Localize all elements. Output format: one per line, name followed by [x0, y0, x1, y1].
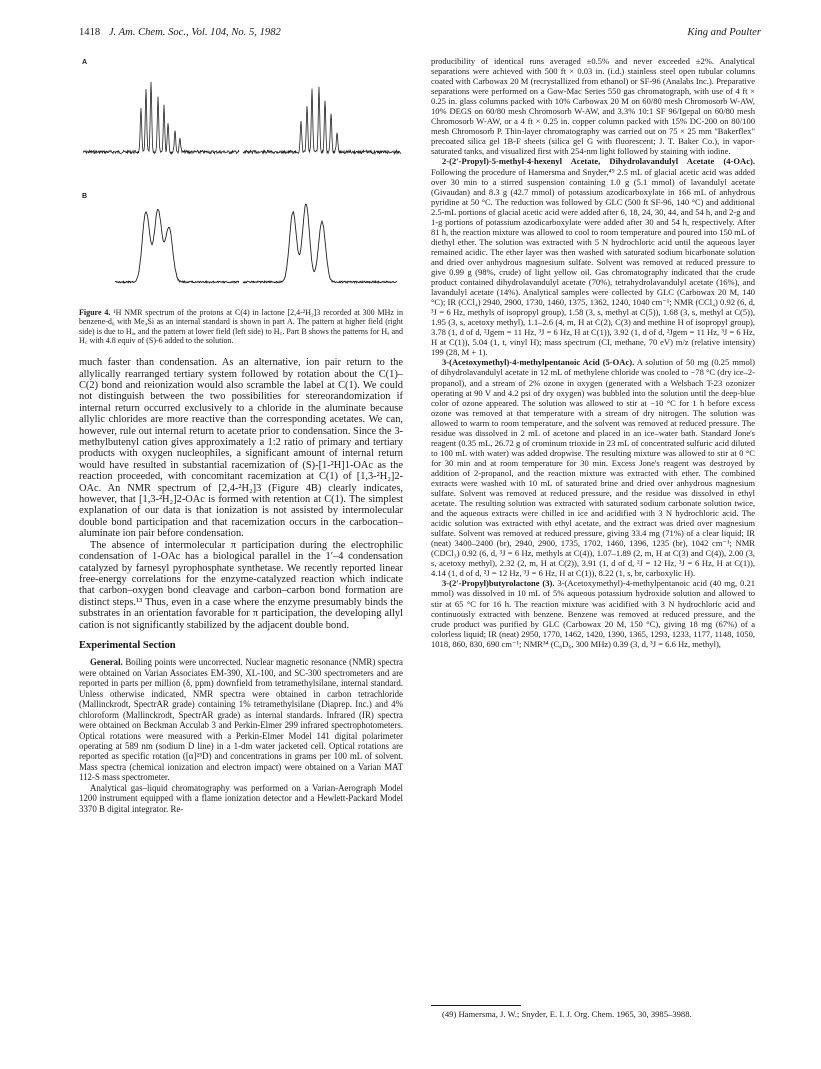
paragraph-reproducibility: producibility of identical runs averaged ±0.5% and never exceeded ±2%. Analytical separations were achieved with 500 ft × 0.03 in. (i.d.) stainless steel open tubular columns coated with Carbowax 20 M (recrystallized from ethanol) or SF-96 (Analabs Inc.). Preparative separations were performed on a Gow-Mac Series 550 gas chromatograph, with use of 4 ft × 0.25 in. glass columns packed with 10% Carbowax 20 M on 60/80 mesh Chromosorb W-AW, 10% DEGS on 60/80 mesh Chromosorb W-AW, and 3.3% 10:1 SF 96/Igepal on 60/80 mesh Chromosorb W-AW, or a 4 ft × 0.25 in. copper column packed with 15% DC-200 on 80/100 mesh Chromosorb P. Thin-layer chromatography was carried out on 75 × 25 mm "Bakerflex" precoated silica gel 1B-F sheets (silica gel G with fluorescent; J. T. Baker Co.), in vapor-saturated tanks, and visualized first with 254-nm light followed by staining with iodine.: [431, 56, 755, 157]
figure-caption-text: ¹H NMR spectrum of the protons at C(4) in lactone [2,4-²H₂]3 recorded at 300 MHz in benzene-d₆ with Me₄Si as an internal standard is shown in part A. The pattern at higher field (right side) is due to Hₐ, and the pattern at lower field (left side) to H꜀. Part B shows the patterns for Hₐ and H꜀ with 4.8 equiv of (S)-6 added to the solution.: [79, 308, 404, 345]
general-runin-heading: General.: [90, 657, 123, 668]
header-left: [79, 27, 281, 38]
footnote-49: (49) Hamersma, J. W.; Snyder, E. I. J. Org. Chem. 1965, 30, 3985–3988.: [442, 1009, 692, 1019]
spectrum-a-right-pattern: [243, 87, 401, 154]
running-header: [79, 27, 761, 43]
spectrum-b-left-pattern: [115, 210, 239, 283]
journal-citation: J. Am. Chem. Soc., Vol. 104, No. 5, 1982: [108, 27, 281, 38]
paragraph-acetoxymethyl-acid: [431, 357, 755, 578]
paragraph-pi-participation: The absence of intermolecular π participation during the electrophilic condensation of 1-OAc has a biological parallel in the 1′–4 condensation catalyzed by farnesyl pyrophosphate synthetase. We recently reported linear free-energy correlations for the enzyme-catalyzed reaction which indicate that carbon–oxygen bond cleavage and carbon–carbon bond formation are distinct steps.¹³ Thus, even in a case where the enzyme presumably binds the substrates in an orientation favorable for π participation, the developing allyl cation is not significantly stabilized by the adjacent double bond.: [79, 539, 403, 631]
spectrum-b-right-pattern: [243, 204, 397, 283]
left-body-text: [79, 357, 403, 631]
acetoxymethyl-text: A solution of 50 mg (0.25 mmol) of dihydrolavandulyl acetate in 12 mL of methylene chloride was cooled to −78 °C (dry ice–2-propanol), and a stream of 2% ozone in oxygen (generated with a Welsbach T-23 ozonizer operating at 90 V and 4.2 psi of dry oxygen) was bubbled into the solution until the deep-blue color of ozone appeared. The solution was allowed to stir at −10 °C for 1 h before excess ozone was removed at that temperature with a stream of dry nitrogen. The solution was allowed to warm to room temperature, and the solvent was removed at reduced pressure. The residue was dissolved in 2 mL of acetone and placed in an ice–water bath. Standard Jone's reagent (0.35 mL, 26.72 g of crominum trioxide in 23 mL of concentrated sulfuric acid diluted to 100 mL with water) was added dropwise. The resulting mixture was allowed to stir at 0 °C for 30 min and at room temperature for 30 min. Excess Jone's reagent was destroyed by addition of 2-propanol, and the reaction mixture was extracted with ether. The combined extracts were washed with 10 mL of saturated brine and dried over anhydrous magnesium sulfate. Solvent was removed at reduced pressure, and the residue was dissolved in ethyl acetate. The resulting solution was extracted with saturated sodium carbonate solution twice, and the aqueous extracts were chilled in ice and acidified with 3 N hydrochloric acid. The acidic solution was extracted with ethyl acetate, and the extract was dried over magnesium sulfate. Solvent was removed at reduced pressure, giving 33.4 mg (71%) of a clear liquid; IR (neat) 3400–2400 (br), 2940, 2900, 1735, 1702, 1460, 1396, 1235 (br), 1042 cm⁻¹; NMR (CDCl₃) 0.92 (6, d, ³J = 6 Hz, methyls at C(4)), 1.07–1.89 (2, m, H at C(3) and C(4)), 2.00 (3, s, acetoxy methyl), 2.32 (2, m, H at C(2)), 3.91 (1, d of d, ²J = 12 Hz, ³J = 6 Hz, H at C(1)), 4.14 (1, d of d, ²J = 12 Hz, ³J = 6 Hz, H at C(1)), 8.22 (1, s, br, carboxylic H).: [431, 357, 755, 579]
experimental-section-heading: Experimental Section: [79, 639, 176, 651]
paragraph-analytical-glc: Analytical gas–liquid chromatography was performed on a Varian-Aerograph Model 1200 instrument equipped with a flame ionization detector and a Hewlett-Packard Model 3370 B digital integrator. Re-: [79, 782, 403, 814]
figure-caption-title: Figure 4.: [79, 308, 111, 317]
paragraph-general: [79, 657, 403, 782]
right-column: [431, 56, 755, 649]
general-text: Boiling points were uncorrected. Nuclear magnetic resonance (NMR) spectra were obtained on Varian Associates EM-390, XL-100, and SC-300 spectrometers and are reported in parts per million (δ, ppm) downfield from tetramethylsilane, internal standard. Unless otherwise indicated, NMR spectra were obtained in carbon tetrachloride (Mallinckrodt, SpectrAR grade) containing 1% tetramethylsilane (Diaprep. Inc.) and 4% chloroform (Mallinckrodt, SpectrAR grade) as internal standards. Infrared (IR) spectra were obtained on Beckman Acculab 3 and Perkin-Elmer 299 infrared spectrophotometers. Optical rotations were measured with a Perkin-Elmer Model 141 digital polarimeter operating at 589 nm (sodium D line) in a 1-dm water jacketed cell. Optical rotations are reported as specific rotation ([α]²⁵D) and concentrations in grams per 100 mL of solvent. Mass spectra (chemical ionization and electron impact) were obtained on a Varian MAT 112-S mass spectrometer.: [79, 657, 403, 783]
paragraph-continuation: much faster than condensation. As an alternative, ion pair return to the allylically rearranged tertiary system followed by rotation about the C(1)–C(2) bond and reionization would also scramble the label at C(1). We could not distinguish between the two possibilities for stereorandomization if internal return occurred exclusively to a chloride in the aluminate because allylic chlorides are more reactive than the corresponding acetates. We can, however, rule out internal return to acetate prior to condensation. Since the 3-methylbutenyl cation gives approximately a 1:2 ratio of primary and tertiary products with oxygen nucleophiles, a significant amount of internal return would have resulted in substantial racemization of (S)-[1-²H]1-OAc as the reaction proceeded, with concomitant racemization at C(1) of [1,3-²H₂]2-OAc. An NMR spectrum of [2,4-²H₂]3 (Figure 4B) clearly indicates, however, that [1,3-²H₂]2-OAc is formed with retention at C(1). The simplest explanation of our data is that ionization is not assisted by intermolecular double bond participation and that racemization occurs in the carbocation–aluminate ion pair before condensation.: [79, 357, 403, 540]
butyrolactone-text: 3-(Acetoxymethyl)-4-methylpentanoic acid (40 mg, 0.21 mmol) was dissolved in 10 mL of 5% aqueous potassium hydroxide solution and allowed to stir at 65 °C for 16 h. The reaction mixture was acidified with 3 N hydrochloric acid and continuously extracted with benzene. Benzene was removed at reduced pressure, and the crude product was purified by GLC (Carbowax 20 M, 150 °C), giving 18 mg (67%) of a colorless liquid; IR (neat) 2950, 1770, 1462, 1420, 1390, 1365, 1293, 1233, 1177, 1148, 1050, 1018, 860, 830, 690 cm⁻¹; NMR³⁴ (C₆D₆, 300 MHz) 0.39 (3, d, ³J = 6.6 Hz, methyl),: [431, 578, 755, 649]
figure-caption: [79, 308, 403, 345]
paragraph-dihydrolavandulyl-acetate: [431, 156, 755, 357]
figure-label-a: A: [82, 59, 88, 66]
header-authors: King and Poulter: [687, 27, 761, 38]
nmr-figure: [79, 56, 403, 304]
paragraph-butyrolactone: [431, 578, 755, 648]
butyrolactone-runin-heading: 3-(2′-Propyl)butyrolactone (3).: [442, 578, 555, 589]
dihydrolavandulyl-text: Following the procedure of Hamersma and Snyder,⁴⁹ 2.5 mL of glacial acetic acid was added over 30 min to a stirred suspension containing 1.0 g (5.1 mmol) of lavandulyl acetate (Givaudan) and 8.3 g (42.7 mmol) of potassium azodicarboxylate in 166 mL of anhydrous pyridine at 50 °C. The reduction was followed by GLC (500 ft SF-96, 140 °C) and additional 2.5-mL portions of glacial acetic acid were added after 6, 18, 24, 30, 44, and 54 h, and 2-g and 1-g portions of potassium azodicarboxylate were added after 30 and 54 h, respectively. After 81 h, the reaction mixture was allowed to cool to room temperature and poured into 150 mL of diethyl ether. The solution was extracted with 5 N hydrochloric acid until the aqueous layer remained acidic. The ether layer was then washed with saturated sodium bicarbonate solution and dried over anhydrous magnesium sulfate. Solvent was removed at reduced pressure to give 0.99 g (98%, crude) of light yellow oil. Gas chromatography indicated that the crude product contained dihydrolavandulyl acetate (70%), tetrahydrolavandulyl acetate (16%), and lavandulyl acetate (14%). Analytical samples were collected by GLC (Carbowax 20 M, 140 °C); IR (CCl₄) 2940, 2900, 1730, 1460, 1375, 1362, 1240, 1040 cm⁻¹; NMR (CCl₄) 0.92 (6, d, ³J = 6 Hz, methyls of isopropyl group), 1.58 (3, s, methyl at C(5)), 1.68 (3, s, methyl at C(5)), 1.95 (3, s, acetoxy methyl), 1.1–2.6 (4, m, H at C(2), C(3) and methine H of isopropyl group), 3.78 (1, d of d, ²Jgem = 11 Hz, ³J = 6 Hz, H at C(1)), 3.92 (1, d of d, ²Jgem = 11 Hz, ³J = 6 Hz, H at C(1)), 5.04 (1, t, vinyl H); mass spectrum (CI, methane, 70 eV) m/z (relative intensity) 199 (28, M + 1).: [431, 166, 755, 358]
left-column: [79, 56, 403, 814]
footnote-divider: [431, 1005, 521, 1006]
spectrum-a-left-pattern: [83, 82, 239, 154]
nmr-spectra-svg: [79, 56, 403, 304]
dihydrolavandulyl-runin-heading: 2-(2′-Propyl)-5-methyl-4-hexenyl Acetate, Dihydrolavandulyl Acetate (4-OAc).: [442, 156, 755, 167]
acetoxymethyl-runin-heading: 3-(Acetoxymethyl)-4-methylpentanoic Acid (5-OAc).: [442, 357, 635, 368]
page-number: 1418: [79, 27, 101, 38]
figure-label-b: B: [82, 193, 88, 200]
